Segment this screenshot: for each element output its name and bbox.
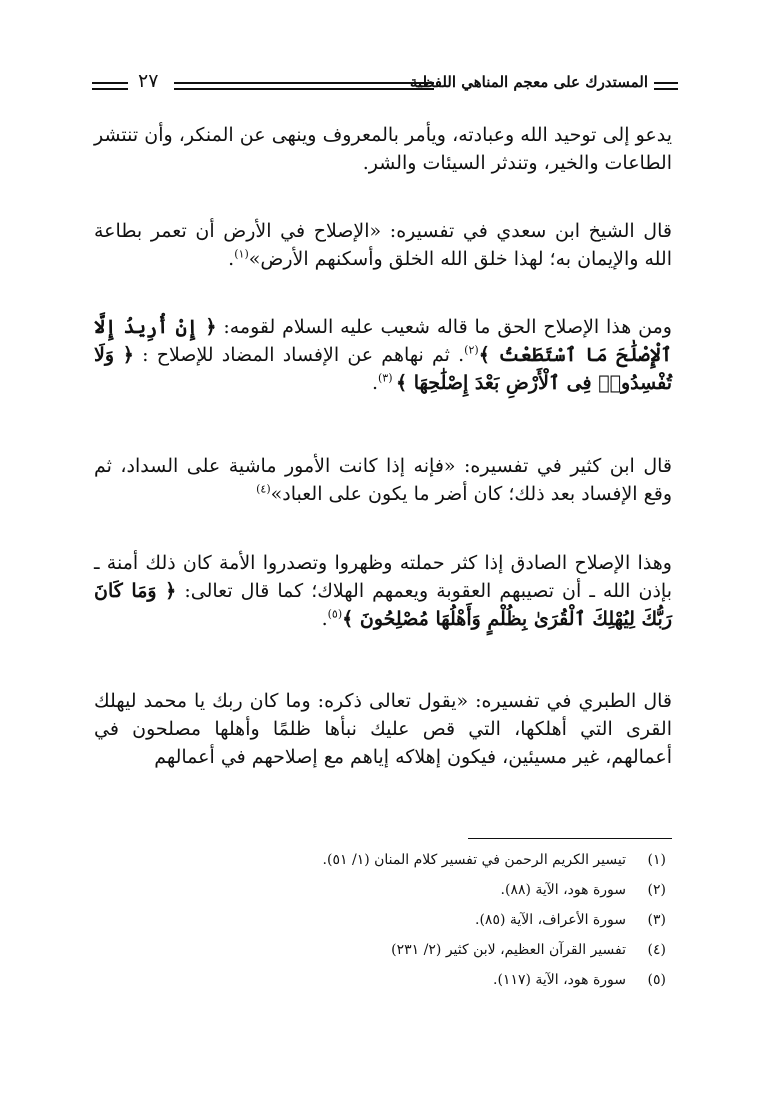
- quran-verse: إِنْ أُرِيدُ إِلَّا ٱلْإِصْلَٰحَ مَا ٱسْتَطَعْتُ: [94, 316, 672, 366]
- footnote-ref: (٢): [464, 343, 479, 357]
- paragraph-text: [94, 313, 672, 397]
- body-text: ومن هذا الإصلاح الحق ما قاله شعيب عليه السلام لقومه:: [216, 316, 672, 338]
- ornate-bracket: ﴾: [396, 372, 408, 394]
- page-number: ٢٧: [138, 70, 159, 92]
- body-text: .: [228, 248, 235, 270]
- ornate-bracket: ﴿: [122, 344, 134, 366]
- quran-verse: وَلَا تُفْسِدُوا۟ فِى ٱلْأَرْضِ بَعْدَ إِصْلَٰحِهَا: [94, 344, 672, 394]
- running-header: [92, 70, 678, 102]
- paragraph: [94, 313, 672, 397]
- header-rule: [92, 88, 128, 90]
- paragraph: [94, 217, 672, 273]
- paragraph-text: [94, 549, 672, 633]
- body-text: قال الشيخ ابن سعدي في تفسيره: «الإصلاح في الأرض أن تعمر بطاعة الله والإيمان به؛ لهذا خلق الله الخلق وأسكنهم الأرض»: [94, 220, 672, 270]
- footnote-number: (٣): [647, 912, 666, 928]
- body-text: وهذا الإصلاح الصادق إذا كثر حملته وظهروا وتصدروا الأمة كان ذلك أمنة ـ بإذن الله ـ أن تصيبهم العقوبة ويعمهم الهلاك؛ كما قال تعالى:: [94, 552, 672, 602]
- footnote: [106, 972, 666, 1002]
- header-rule: [654, 88, 678, 90]
- header-rule: [654, 82, 678, 84]
- footnote-number: (٥): [647, 972, 666, 988]
- footnote: [106, 942, 666, 972]
- footnote-ref: (٣): [377, 371, 396, 385]
- footnote-number: (٤): [647, 942, 666, 958]
- body-text: .: [371, 372, 378, 394]
- footnote-ref: (٤): [256, 482, 271, 496]
- paragraph-text: [94, 452, 672, 508]
- body-text: .: [321, 608, 328, 630]
- ornate-bracket: ﴿: [165, 580, 177, 602]
- footnote-text: تيسير الكريم الرحمن في تفسير كلام المنان (١/ ٥١).: [322, 852, 626, 868]
- paragraph-text: [94, 121, 672, 177]
- header-rule: [174, 82, 434, 84]
- paragraph-text: [94, 217, 672, 273]
- body-text: قال الطبري في تفسيره: «يقول تعالى ذكره: وما كان ربك يا محمد ليهلك القرى التي أهلكها، التي قص عليك نبأها ظلمًا وأهلها مصلحون في أعمالهم، غير مسيئين، فيكون إهلاكه إياهم مع إصلاحهم في أعمالهم: [94, 690, 672, 768]
- footnote-ref: (٥): [327, 607, 343, 621]
- footnote-text: سورة هود، الآية (٨٨).: [500, 882, 626, 898]
- footnote-separator: [468, 838, 672, 839]
- paragraph-text: [94, 687, 672, 771]
- footnote: [106, 912, 666, 942]
- footnote-ref: (١): [234, 247, 249, 261]
- paragraph: [94, 121, 672, 177]
- ornate-bracket: ﴿: [205, 316, 217, 338]
- ornate-bracket: ﴾: [342, 608, 354, 630]
- body-text: قال ابن كثير في تفسيره: «فإنه إذا كانت الأمور ماشية على السداد، ثم وقع الإفساد بعد ذلك؛ كان أضر ما يكون على العباد»: [94, 455, 672, 505]
- body-text: يدعو إلى توحيد الله وعبادته، ويأمر بالمعروف وينهى عن المنكر، وأن تنتشر الطاعات والخير، وتندثر السيئات والشر.: [94, 124, 672, 174]
- footnote: [106, 882, 666, 912]
- footnote-text: تفسير القرآن العظيم، لابن كثير (٢/ ٢٣١): [391, 942, 626, 958]
- body-text: . ثم نهاهم عن الإفساد المضاد للإصلاح :: [133, 344, 465, 366]
- header-rule: [92, 82, 128, 84]
- footnote-text: سورة الأعراف، الآية (٨٥).: [475, 912, 626, 928]
- footnote: [106, 852, 666, 882]
- quran-verse: وَمَا كَانَ رَبُّكَ لِيُهْلِكَ ٱلْقُرَىٰ بِظُلْمٍ وَأَهْلُهَا مُصْلِحُونَ: [94, 580, 672, 630]
- footnotes: [106, 852, 666, 1002]
- paragraph: [94, 687, 672, 771]
- header-rule: [174, 88, 434, 90]
- footnote-text: سورة هود، الآية (١١٧).: [493, 972, 626, 988]
- paragraph: [94, 549, 672, 633]
- header-title: المستدرك على معجم المناهي اللفظية: [409, 73, 648, 91]
- paragraph: [94, 452, 672, 508]
- footnote-number: (٢): [647, 882, 666, 898]
- ornate-bracket: ﴾: [478, 344, 490, 366]
- footnote-number: (١): [647, 852, 666, 868]
